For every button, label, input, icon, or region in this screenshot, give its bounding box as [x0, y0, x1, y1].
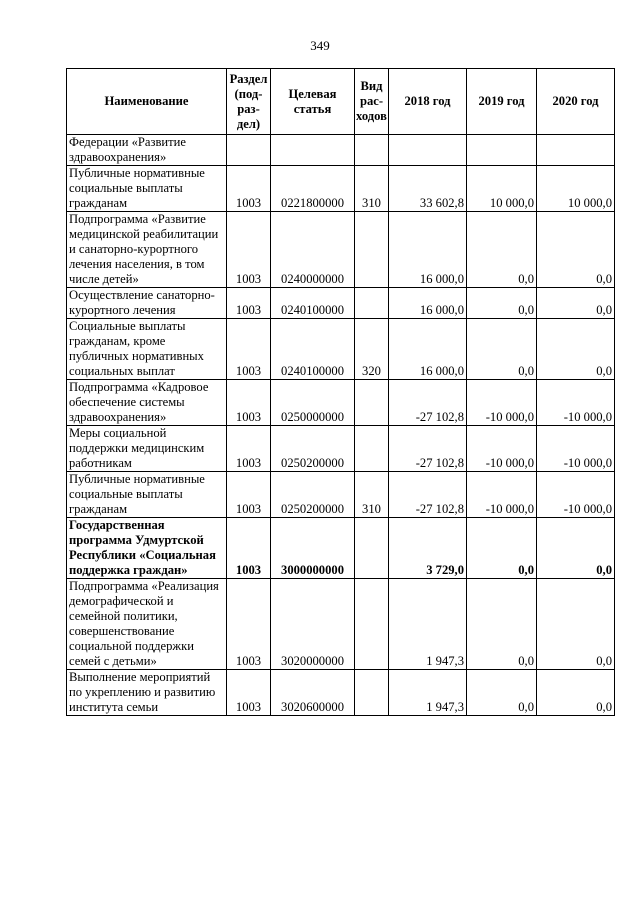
row-2020: -10 000,0 [537, 472, 615, 518]
row-article: 0240100000 [271, 319, 355, 380]
row-name: Выполнение мероприятий по укреплению и развитию института семьи [67, 670, 227, 716]
row-name: Подпрограмма «Развитие медицинской реабилитации и санаторно-курортного лечения населения, в том числе детей» [67, 212, 227, 288]
row-type [355, 579, 389, 670]
row-2020: 0,0 [537, 670, 615, 716]
row-name: Меры социальной поддержки медицинским работникам [67, 426, 227, 472]
row-2019: 0,0 [467, 288, 537, 319]
row-2019: 0,0 [467, 319, 537, 380]
row-name: Государственная программа Удмуртской Республики «Социальная поддержка граждан» [67, 518, 227, 579]
table-row [67, 579, 615, 670]
row-2018: 16 000,0 [389, 212, 467, 288]
row-article [271, 135, 355, 166]
row-name: Осуществление санаторно-курортного лечения [67, 288, 227, 319]
row-type [355, 670, 389, 716]
table-row [67, 426, 615, 472]
row-2018: 16 000,0 [389, 319, 467, 380]
row-type [355, 426, 389, 472]
table-row [67, 135, 615, 166]
row-section: 1003 [227, 670, 271, 716]
row-2018: -27 102,8 [389, 472, 467, 518]
row-section: 1003 [227, 212, 271, 288]
row-article: 0221800000 [271, 166, 355, 212]
row-section: 1003 [227, 472, 271, 518]
row-2019: -10 000,0 [467, 380, 537, 426]
row-article: 0240100000 [271, 288, 355, 319]
header-2018: 2018 год [389, 69, 467, 135]
row-2020: -10 000,0 [537, 426, 615, 472]
row-section [227, 135, 271, 166]
row-2018 [389, 135, 467, 166]
row-section: 1003 [227, 426, 271, 472]
row-section: 1003 [227, 579, 271, 670]
row-name: Подпрограмма «Кадровое обеспечение системы здравоохранения» [67, 380, 227, 426]
header-name: Наименование [67, 69, 227, 135]
row-2018: -27 102,8 [389, 380, 467, 426]
row-section: 1003 [227, 518, 271, 579]
table-row [67, 212, 615, 288]
table-row [67, 380, 615, 426]
row-2018: 16 000,0 [389, 288, 467, 319]
header-2020: 2020 год [537, 69, 615, 135]
row-type [355, 380, 389, 426]
header-section: Раздел (под-раз-дел) [227, 69, 271, 135]
row-2020: 0,0 [537, 288, 615, 319]
row-type [355, 135, 389, 166]
row-2019: 0,0 [467, 670, 537, 716]
row-article: 3020600000 [271, 670, 355, 716]
row-2019: 0,0 [467, 518, 537, 579]
row-article: 0240000000 [271, 212, 355, 288]
row-type: 320 [355, 319, 389, 380]
row-type [355, 288, 389, 319]
table-row [67, 319, 615, 380]
row-type: 310 [355, 472, 389, 518]
row-2019: 0,0 [467, 579, 537, 670]
page-number: 349 [310, 38, 330, 53]
row-article: 0250000000 [271, 380, 355, 426]
table-row [67, 288, 615, 319]
header-article: Целевая статья [271, 69, 355, 135]
row-section: 1003 [227, 319, 271, 380]
row-2020: 0,0 [537, 518, 615, 579]
row-2019: -10 000,0 [467, 472, 537, 518]
row-type [355, 212, 389, 288]
row-2019: 10 000,0 [467, 166, 537, 212]
row-type [355, 518, 389, 579]
row-section: 1003 [227, 166, 271, 212]
row-article: 0250200000 [271, 426, 355, 472]
row-2020: 0,0 [537, 319, 615, 380]
table-row [67, 670, 615, 716]
row-2018: 1 947,3 [389, 579, 467, 670]
row-2020: 10 000,0 [537, 166, 615, 212]
row-2020 [537, 135, 615, 166]
header-type: Вид рас-ходов [355, 69, 389, 135]
row-name: Публичные нормативные социальные выплаты гражданам [67, 472, 227, 518]
table-row [67, 518, 615, 579]
table-row [67, 472, 615, 518]
row-2020: -10 000,0 [537, 380, 615, 426]
row-section: 1003 [227, 380, 271, 426]
row-2020: 0,0 [537, 212, 615, 288]
row-2019 [467, 135, 537, 166]
table-row [67, 166, 615, 212]
row-name: Федерации «Развитие здравоохранения» [67, 135, 227, 166]
row-2018: 1 947,3 [389, 670, 467, 716]
row-name: Публичные нормативные социальные выплаты гражданам [67, 166, 227, 212]
row-2018: -27 102,8 [389, 426, 467, 472]
row-article: 3020000000 [271, 579, 355, 670]
row-type: 310 [355, 166, 389, 212]
row-article: 0250200000 [271, 472, 355, 518]
budget-table [66, 68, 615, 716]
row-article: 3000000000 [271, 518, 355, 579]
row-name: Подпрограмма «Реализация демографической и семейной политики, совершенствование социальной поддержки семей с детьми» [67, 579, 227, 670]
row-2018: 33 602,8 [389, 166, 467, 212]
header-2019: 2019 год [467, 69, 537, 135]
row-section: 1003 [227, 288, 271, 319]
row-name: Социальные выплаты гражданам, кроме публичных нормативных социальных выплат [67, 319, 227, 380]
row-2020: 0,0 [537, 579, 615, 670]
header-row [67, 69, 615, 135]
row-2019: 0,0 [467, 212, 537, 288]
row-2019: -10 000,0 [467, 426, 537, 472]
row-2018: 3 729,0 [389, 518, 467, 579]
